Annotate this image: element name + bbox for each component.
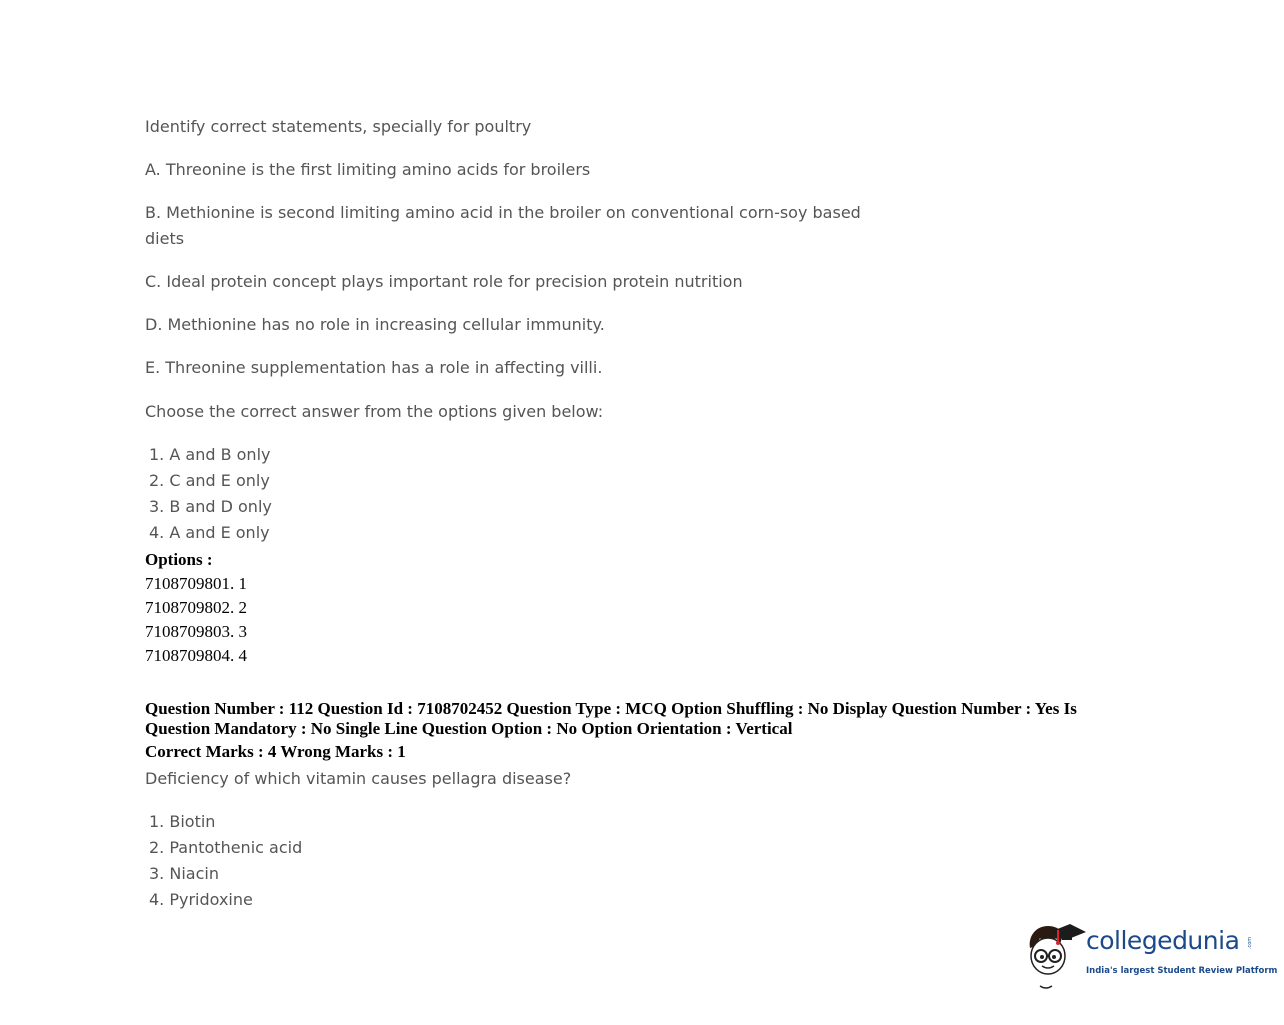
question-prompt: Deficiency of which vitamin causes pellagra disease? [145, 769, 572, 788]
choice-1: 1. A and B only [149, 445, 271, 464]
collegedunia-logo [1024, 918, 1278, 990]
option-id-1: 7108709801. 1 [145, 574, 247, 593]
answer-instruction: Choose the correct answer from the options given below: [145, 402, 604, 421]
choice-2: 2. Pantothenic acid [149, 838, 303, 857]
option-id-4: 7108709804. 4 [145, 646, 247, 665]
choice-3: 3. Niacin [149, 864, 219, 883]
choice-1: 1. Biotin [149, 812, 216, 831]
statement-c: C. Ideal protein concept plays important role for precision protein nutrition [145, 272, 743, 291]
statement-e: E. Threonine supplementation has a role in affecting villi. [145, 358, 603, 377]
logo-com: .com [1247, 936, 1254, 950]
options-label: Options : [145, 550, 213, 569]
option-id-2: 7108709802. 2 [145, 598, 247, 617]
statement-d: D. Methionine has no role in increasing cellular immunity. [145, 315, 605, 334]
logo-tagline: India's largest Student Review Platform [1086, 966, 1278, 976]
choice-4: 4. Pyridoxine [149, 890, 253, 909]
statement-b: B. Methionine is second limiting amino acid in the broiler on conventional corn-soy based [145, 203, 861, 222]
question-marks: Correct Marks : 4 Wrong Marks : 1 [145, 742, 406, 761]
choice-2: 2. C and E only [149, 471, 270, 490]
mascot-icon [1024, 918, 1086, 990]
choice-4: 4. A and E only [149, 523, 270, 542]
statement-a: A. Threonine is the first limiting amino acids for broilers [145, 160, 591, 179]
question-prompt: Identify correct statements, specially for poultry [145, 117, 532, 136]
statement-b-continued: diets [145, 229, 185, 248]
question-meta-line-1: Question Number : 112 Question Id : 7108702452 Question Type : MCQ Option Shuffling : No Display Question Number : Yes Is [145, 699, 1077, 718]
logo-wordmark: collegedunia [1086, 926, 1240, 955]
option-id-3: 7108709803. 3 [145, 622, 247, 641]
question-meta-line-2: Question Mandatory : No Single Line Question Option : No Option Orientation : Vertical [145, 719, 793, 738]
choice-3: 3. B and D only [149, 497, 272, 516]
